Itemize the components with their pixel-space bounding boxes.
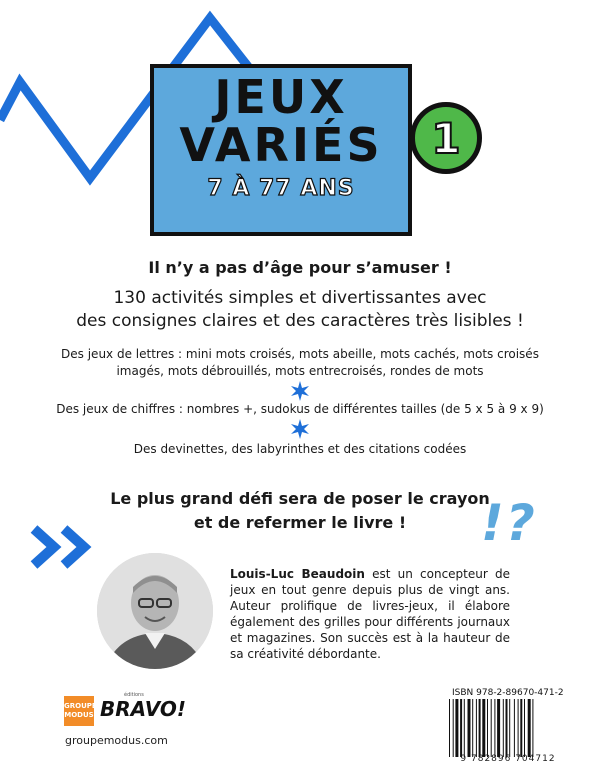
double-chevron-icon — [30, 525, 100, 569]
word-games-line-2: imagés, mots débrouillés, mots entrecroisés, rondes de mots — [116, 364, 484, 378]
publisher-website[interactable]: groupemodus.com — [65, 734, 168, 747]
intro-line-1: 130 activités simples et divertissantes avec — [113, 288, 487, 308]
riddles-paragraph: Des devinettes, des labyrinthes et des citations codées — [133, 442, 467, 456]
author-photo — [97, 553, 213, 669]
intro-line-2: des consignes claires et des caractères très lisibles ! — [76, 311, 524, 331]
star-icon — [290, 419, 310, 439]
author-name: Louis-Luc Beaudoin — [230, 567, 365, 581]
author-bio — [230, 566, 510, 662]
age-range: 7 À 77 ANS — [207, 176, 355, 201]
challenge-line-2: et de refermer le livre ! — [193, 513, 407, 532]
imprint-logo: BRAVO! — [100, 697, 187, 721]
intro-text — [0, 287, 600, 333]
title-line-varies: VARIÉS — [179, 118, 383, 172]
title-box — [150, 64, 412, 236]
volume-number: 1 — [431, 113, 461, 163]
author-description: est un concepteur de jeux en tout genre depuis plus de vingt ans. Auteur prolifique de livres-jeux, il élabore également des grilles pour différents journaux et magazines. Son succès est à la hauteur de sa créativité débordante. — [230, 567, 510, 661]
exclamation-question-icon: !? — [481, 494, 537, 552]
title-line-jeux: JEUX — [214, 70, 348, 124]
imprint-small-label: éditions — [124, 692, 144, 698]
isbn: ISBN 978-2-89670-471-2 — [452, 688, 564, 698]
word-games-line-1: Des jeux de lettres : mini mots croisés, mots abeille, mots cachés, mots croisés — [61, 347, 539, 361]
star-icon — [290, 381, 310, 401]
barcode — [447, 699, 567, 757]
challenge-line-1: Le plus grand défi sera de poser le crayon — [110, 489, 490, 508]
barcode-digits: 9 782896 704712 — [460, 754, 556, 764]
publisher-logo: GROUPE MODUS — [64, 696, 94, 726]
tagline: Il n’y a pas d’âge pour s’amuser ! — [148, 258, 452, 277]
volume-badge — [410, 102, 482, 174]
number-games-paragraph: Des jeux de chiffres : nombres +, sudokus de différentes tailles (de 5 x 5 à 9 x 9) — [56, 402, 544, 416]
word-games-paragraph — [0, 346, 600, 380]
